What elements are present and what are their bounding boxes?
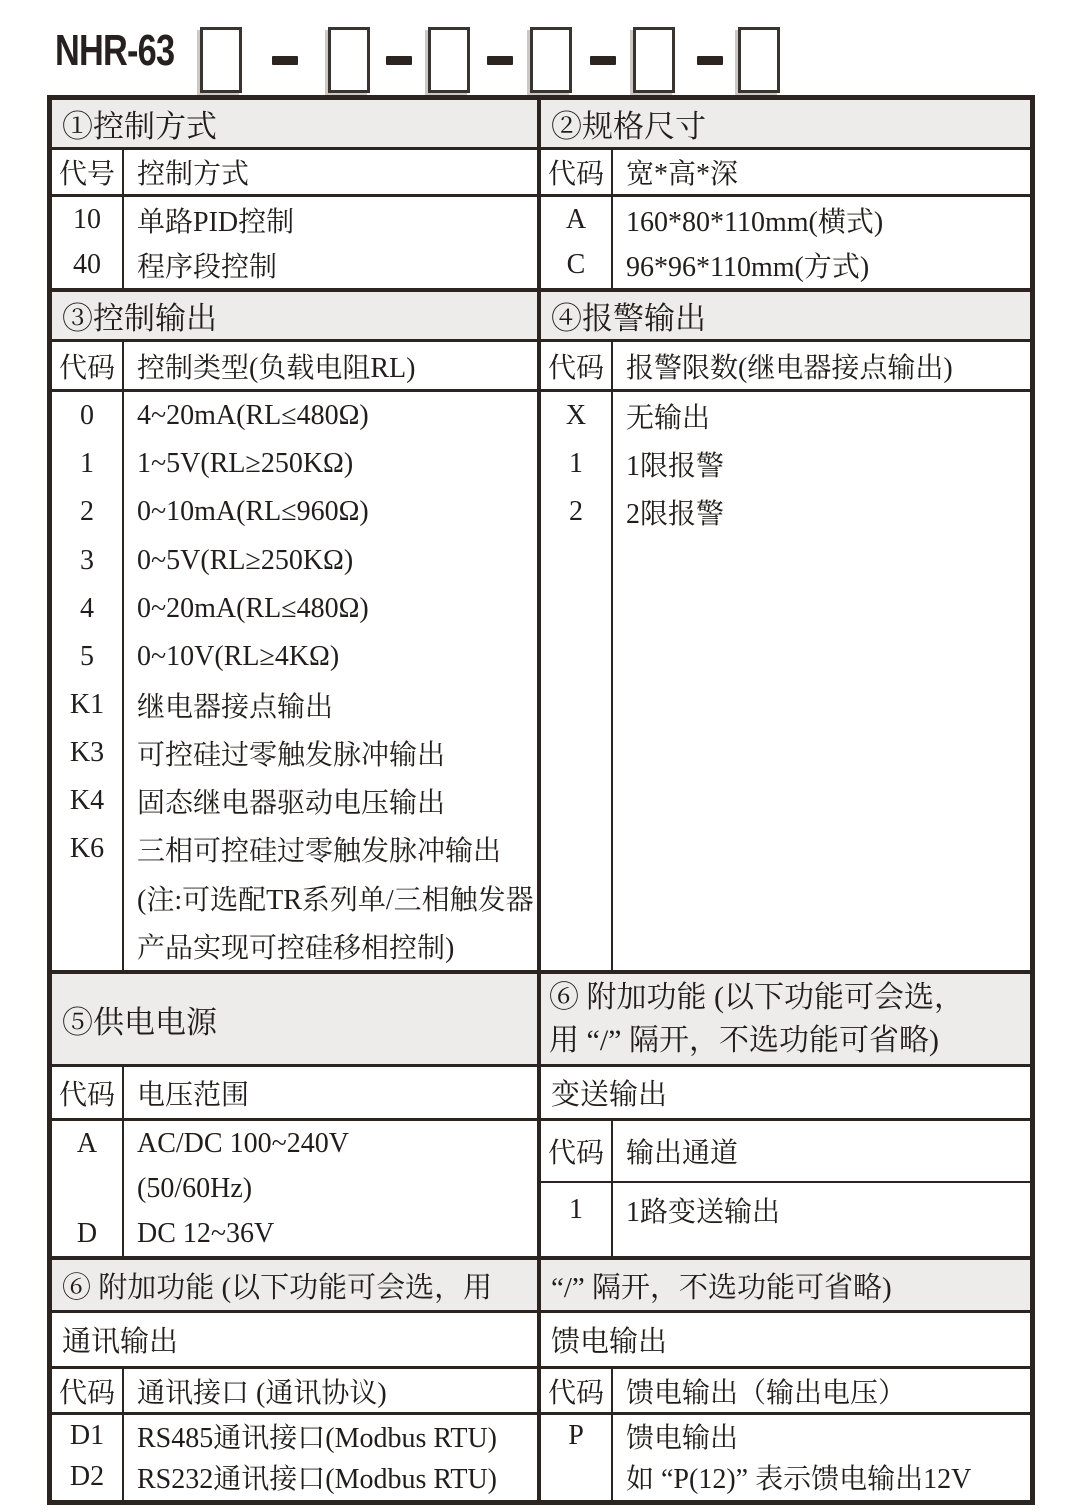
desc-cell: AC/DC 100~240V <box>137 1127 349 1159</box>
column-header-code: 代码 <box>52 1369 124 1412</box>
column-header-code: 代号 <box>52 150 124 194</box>
code-cell: 0 <box>80 400 94 432</box>
column-header-code: 代码 <box>52 1067 124 1118</box>
desc-cell: 继电器接点输出 <box>137 692 334 724</box>
desc-cell: DC 12~36V <box>137 1217 275 1249</box>
code-cell: P <box>568 1419 584 1451</box>
dash-icon <box>697 56 723 65</box>
code-cell: 2 <box>569 496 583 528</box>
desc-cell: 0~20mA(RL≤480Ω) <box>137 592 369 624</box>
code-cell: A <box>76 1127 98 1159</box>
data-row-5-transmit <box>52 1121 1030 1260</box>
desc-cell: 单路PID控制 <box>137 206 295 238</box>
code-cell: 3 <box>80 544 94 576</box>
desc-cell: 0~10mA(RL≤960Ω) <box>137 496 369 528</box>
column-header-desc: 输出通道 <box>626 1138 739 1169</box>
column-header-desc: 控制方式 <box>137 159 250 190</box>
code-cell: C <box>566 249 586 281</box>
code-cell: K4 <box>69 785 105 817</box>
desc-cell: 馈电输出 <box>626 1422 739 1454</box>
section5-title: ⑤供电电源 <box>62 1004 217 1040</box>
data-row-3-4 <box>52 392 1030 974</box>
code-cell: 1 <box>569 448 583 480</box>
comm-output-subtitle: 通讯输出 <box>62 1326 179 1358</box>
section-header-row-3-4 <box>52 292 1030 342</box>
column-header-desc: 宽*高*深 <box>626 159 739 190</box>
desc-cell: (注:可选配TR系列单/三相触发器 <box>137 884 534 916</box>
code-cell <box>541 1456 611 1497</box>
code-cell: 2 <box>80 496 94 528</box>
column-header-code: 代码 <box>541 150 613 194</box>
column-header-code: 代码 <box>541 1369 613 1412</box>
code-box-6 <box>738 27 780 93</box>
code-cell: K1 <box>69 689 105 721</box>
desc-cell: 固态继电器驱动电压输出 <box>137 788 446 820</box>
code-cell: 5 <box>80 640 94 672</box>
desc-cell: 0~5V(RL≥250KΩ) <box>137 544 354 576</box>
desc-cell: 1~5V(RL≥250KΩ) <box>137 448 354 480</box>
section3-title: ③控制输出 <box>62 301 217 336</box>
section6-repeat-left: ⑥ 附加功能 (以下功能可会选，用 <box>62 1271 493 1304</box>
code-cell <box>52 1166 122 1211</box>
code-cell: D2 <box>69 1460 105 1492</box>
column-header-code: 代码 <box>541 342 613 389</box>
column-header-code: 代码 <box>541 1121 613 1181</box>
subheader-row-3-4 <box>52 342 1030 392</box>
selection-table <box>47 95 1035 1505</box>
code-cell: K3 <box>69 737 105 769</box>
section4-title: ④报警输出 <box>551 301 706 336</box>
column-header-desc: 通讯接口 (通讯协议) <box>137 1377 387 1409</box>
section-header-row-1-2 <box>52 100 1030 150</box>
code-cell: 1 <box>569 1194 583 1225</box>
data-row-1-2 <box>52 197 1030 292</box>
subheader-row-5-transmit <box>52 1067 1030 1121</box>
desc-cell: 96*96*110mm(方式) <box>626 252 870 284</box>
dash-icon <box>487 56 513 65</box>
data-row-comm-feed <box>52 1415 1030 1500</box>
desc-cell: RS232通讯接口(Modbus RTU) <box>137 1463 498 1495</box>
code-box-5 <box>633 27 675 93</box>
section2-title: ②规格尺寸 <box>551 109 706 144</box>
column-header-desc: 馈电输出（输出电压） <box>626 1377 907 1409</box>
code-cell <box>52 922 122 970</box>
code-cell: X <box>565 400 587 432</box>
desc-cell: RS485通讯接口(Modbus RTU) <box>137 1422 498 1454</box>
code-box-4 <box>530 27 572 93</box>
desc-cell: 可控硅过零触发脉冲输出 <box>137 740 446 772</box>
section6-repeat-right: “/” 隔开，不选功能可省略) <box>551 1271 892 1304</box>
feed-output-subtitle: 馈电输出 <box>551 1326 668 1358</box>
model-number: NHR-63 <box>55 26 175 75</box>
desc-cell: 2限报警 <box>626 499 725 531</box>
code-cell: 1 <box>80 448 94 480</box>
section6-repeat-header <box>52 1260 1030 1313</box>
section6-title <box>541 974 1030 1064</box>
column-header-code: 代码 <box>52 342 124 389</box>
code-cell: 10 <box>73 203 101 235</box>
code-box-1 <box>200 27 242 93</box>
column-header-desc: 报警限数(继电器接点输出) <box>626 352 953 384</box>
desc-cell: 0~10V(RL≥4KΩ) <box>137 640 340 672</box>
code-cell: 4 <box>80 592 94 624</box>
section6-title-line1: ⑥ 附加功能 (以下功能可会选， <box>549 981 964 1014</box>
desc-cell: (50/60Hz) <box>137 1172 253 1204</box>
code-cell: D <box>76 1217 98 1249</box>
desc-cell: 程序段控制 <box>137 252 278 284</box>
code-cell: 40 <box>73 249 101 281</box>
code-box-2 <box>328 27 370 93</box>
desc-cell: 160*80*110mm(横式) <box>626 206 884 238</box>
subtitle-row-comm-feed <box>52 1313 1030 1369</box>
column-header-desc: 电压范围 <box>137 1079 250 1111</box>
dash-icon <box>272 56 298 65</box>
code-cell: K6 <box>69 833 105 865</box>
desc-cell: 如 “P(12)” 表示馈电输出12V <box>626 1463 972 1495</box>
section-header-row-5-6 <box>52 974 1030 1067</box>
transmit-output-subtitle: 变送输出 <box>551 1079 668 1111</box>
code-box-3 <box>428 27 470 93</box>
code-cell: A <box>565 203 587 235</box>
desc-cell: 4~20mA(RL≤480Ω) <box>137 400 369 432</box>
desc-cell: 三相可控硅过零触发脉冲输出 <box>137 836 502 868</box>
desc-cell: 产品实现可控硅移相控制) <box>137 932 455 964</box>
code-cell: D1 <box>69 1419 105 1451</box>
desc-cell: 无输出 <box>626 403 711 435</box>
column-header-desc: 控制类型(负载电阻RL) <box>137 352 416 384</box>
desc-cell: 1限报警 <box>626 451 725 483</box>
transmit-subheader <box>541 1121 1030 1183</box>
subheader-row-comm-feed <box>52 1369 1030 1415</box>
section1-title: ①控制方式 <box>62 109 217 144</box>
subheader-row-1-2 <box>52 150 1030 197</box>
dash-icon <box>590 56 616 65</box>
dash-icon <box>386 56 412 65</box>
code-cell <box>52 874 122 922</box>
model-code-line <box>0 0 1080 95</box>
desc-cell: 1路变送输出 <box>626 1197 781 1228</box>
section6-title-line2: 用 “/” 隔开，不选功能可省略) <box>549 1024 939 1057</box>
